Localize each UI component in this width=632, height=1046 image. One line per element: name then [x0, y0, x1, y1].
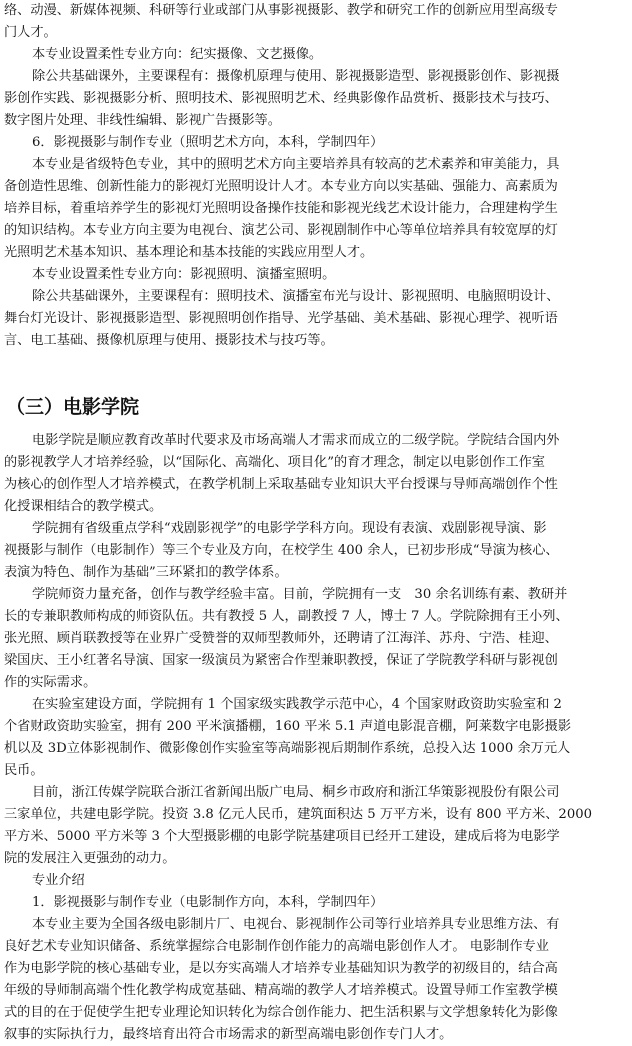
text-line: 本专业设置柔性专业方向：纪实摄像、文艺摄像。 — [32, 47, 323, 62]
text-line: 三家单位，共建电影学院。投资 3.8 亿元人民币，建筑面积达 5 万平方米，设有 800 平方米、2000 — [4, 807, 592, 822]
text-line: 民币。 — [4, 763, 44, 778]
text-line: 本专业是省级特色专业，其中的照明艺术方向主要培养具有较高的艺术素养和审美能力，具 — [32, 157, 560, 172]
text-line: 的影视教学人才培养经验，以“国际化、高端化、项目化”的育才理念，制定以电影创作工作室 — [4, 455, 545, 470]
text-line: 为核心的创作型人才培养模式，在教学机制上采取基础专业知识大平台授课与导师高端创作个性 — [4, 477, 558, 492]
text-line: 学院拥有省级重点学科“戏剧影视学”的电影学学科方向。现设有表演、戏剧影视导演、影 — [32, 521, 547, 536]
text-line: 机以及 3D立体影视制作、微影像创作实验室等高端影视后期制作系统，总投入达 1000 余万元人 — [4, 741, 571, 756]
text-line: 培养目标，着重培养学生的影视灯光照明设备操作技能和影视光线艺术设计能力，合理建构学生 — [4, 201, 558, 216]
text-line: 的知识结构。本专业方向主要为电视台、演艺公司、影视剧制作中心等单位培养具有较宽厚的灯 — [4, 223, 558, 238]
text-line: 络、动漫、新媒体视频、科研等行业或部门从事影视摄影、教学和研究工作的创新应用型高级专 — [4, 3, 558, 18]
text-line: 化授课相结合的教学模式。 — [4, 499, 163, 514]
text-line: 表演为特色、制作为基础”三环紧扣的教学体系。 — [4, 565, 288, 580]
text-line: 作的实际需求。 — [4, 675, 97, 690]
subsection-label: 专业介绍 — [32, 873, 85, 888]
text-line: 门人才。 — [4, 25, 57, 40]
text-line: 除公共基础课外，主要课程有：照明技术、演播室布光与设计、影视照明、电脑照明设计、 — [32, 289, 560, 304]
text-line: 作为电影学院的核心基础专业，是以夯实高端人才培养专业基础知识为教学的初级目的，结合高 — [4, 961, 558, 976]
text-line: 除公共基础课外，主要课程有：摄像机原理与使用、影视摄影造型、影视摄影创作、影视摄 — [32, 69, 560, 84]
text-line: 光照明艺术基本知识、基本理论和基本技能的实践应用型人才。 — [4, 245, 374, 260]
text-line: 长的专兼职教师构成的师资队伍。共有教授 5 人，副教授 7 人，博士 7 人。学院除拥有王小列、 — [4, 609, 569, 624]
text-line: 本专业设置柔性专业方向：影视照明、演播室照明。 — [32, 267, 336, 282]
text-line: 备创造性思维、创新性能力的影视灯光照明设计人才。本专业方向以实基础、强能力、高素质为 — [4, 179, 558, 194]
text-line: 学院师资力量充备，创作与教学经验丰富。目前，学院拥有一支 30 余名训练有素、教研并 — [32, 587, 568, 602]
text-line: 良好艺术专业知识储备、系统掌握综合电影制作创作能力的高端电影创作人才。 电影制作专业 — [4, 939, 549, 954]
text-line: 年级的导师制高端个性化教学构成宽基础、精高端的教学人才培养模式。设置导师工作室教学模 — [4, 983, 558, 998]
text-line: 张光照、顾肖联教授等在业界广受赞誉的双师型教师外，还聘请了江海洋、苏舟、宁浩、桂迎、 — [4, 631, 558, 646]
text-line: 数字图片处理、非线性编辑、影视广告摄影等。 — [4, 113, 281, 128]
text-line: 院的发展注入更强劲的动力。 — [4, 851, 176, 866]
text-line: 电影学院是顺应教育改革时代要求及市场高端人才需求而成立的二级学院。学院结合国内外 — [32, 433, 560, 448]
text-line: 式的目的在于促使学生把专业理论知识转化为综合创作能力、把生活积累与文学想象转化为影像 — [4, 1005, 558, 1020]
text-line: 影创作实践、影视摄影分析、照明技术、影视照明艺术、经典影像作品赏析、摄影技术与技巧、 — [4, 91, 558, 106]
text-line: 目前，浙江传媒学院联合浙江省新闻出版广电局、桐乡市政府和浙江华策影视股份有限公司 — [32, 785, 560, 800]
major-title: 1．影视摄影与制作专业（电影制作方向，本科，学制四年） — [32, 895, 384, 910]
major-title: 6．影视摄影与制作专业（照明艺术方向，本科，学制四年） — [32, 135, 384, 150]
text-line: 梁国庆、王小红著名导演、国家一级演员为紧密合作型兼职教授，保证了学院教学科研与影视创 — [4, 653, 558, 668]
text-line: 本专业主要为全国各级电影制片厂、电视台、影视制作公司等行业培养具专业思维方法、有 — [32, 917, 560, 932]
text-line: 言、电工基础、摄像机原理与使用、摄影技术与技巧等。 — [4, 333, 334, 348]
text-line: 叙事的实际执行力，最终培育出符合市场需求的新型高端电影创作专门人才。 — [4, 1027, 453, 1042]
text-line: 个省财政资助实验室，拥有 200 平米演播棚，160 平米 5.1 声道电影混音棚，阿莱数字电影摄影 — [4, 719, 572, 734]
text-line: 视摄影与制作（电影制作）等三个专业及方向，在校学生 400 余人，已初步形成“导演为核心、 — [4, 543, 559, 558]
text-line: 舞台灯光设计、影视摄影造型、影视照明创作指导、光学基础、美术基础、影视心理学、视听语 — [4, 311, 558, 326]
text-line: 平方米、5000 平方米等 3 个大型摄影棚的电影学院基建项目已经开工建设，建成后将为电影学 — [4, 829, 560, 844]
section-heading: （三）电影学院 — [6, 396, 140, 418]
text-line: 在实验室建设方面，学院拥有 1 个国家级实践教学示范中心，4 个国家财政资助实验室和 2 — [32, 697, 562, 712]
